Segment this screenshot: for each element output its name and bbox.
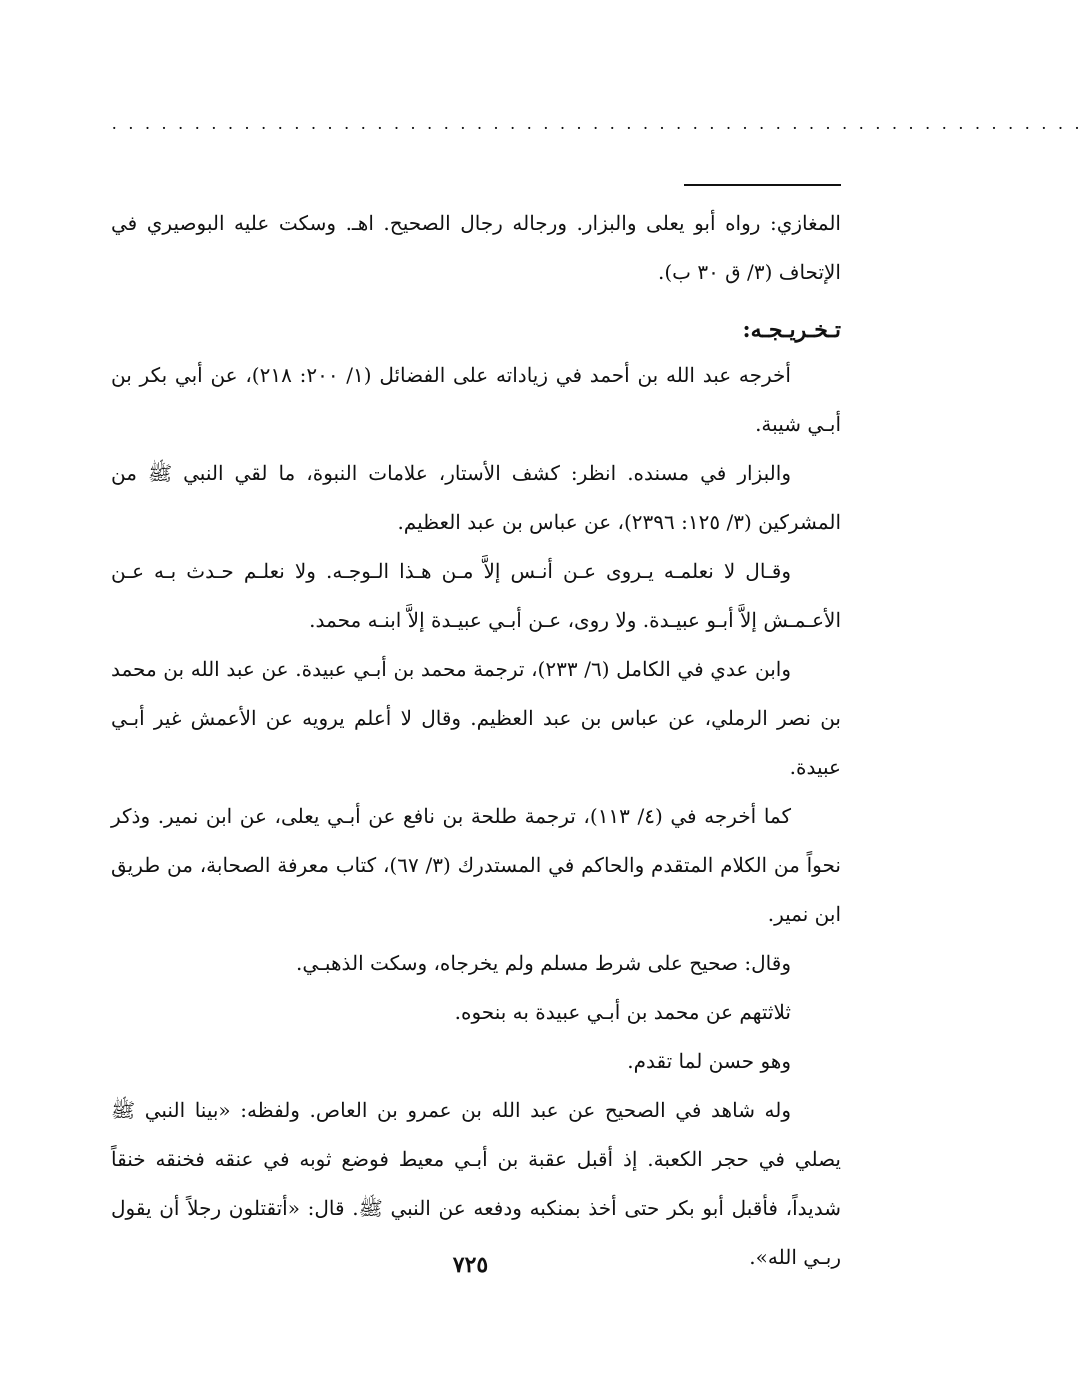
paragraph-6: وله شاهد في الصحيح عن عبد الله بن عمرو بن العاص. ولفظه: «بينا النبي ﷺ يصلي في حجر الكعبة. إذ أقبل عقبة بن أبـي معيط فوضع ثوبه في عنقه فخنقه خنقاً شديداً، فأقبل أبو بكر حتى أخذ بمنكبه ودفعه عن النبي ﷺ. قال: «أتقتلون رجلاً أن يقول ربـي الله». bbox=[111, 1098, 841, 1269]
page-number: ٧٢٥ bbox=[452, 1252, 489, 1278]
footnote-rule bbox=[684, 184, 841, 186]
section-heading: تـخـريـجـه: bbox=[742, 317, 841, 343]
paragraph-2: والبزار في مسنده. انظر: كشف الأستار، علامات النبوة، ما لقي النبي ﷺ من المشركين (٣/ ١٢٥: ٢٣٩٦)، عن عباس بن عبد العظيم. bbox=[111, 461, 841, 534]
line-2: ثلاثتهم عن محمد بن أبـي عبيدة به بنحوه. bbox=[454, 1000, 791, 1024]
section-heading-block bbox=[111, 306, 841, 355]
takhrij-body bbox=[111, 351, 841, 1282]
dotted-separator: ........................................................... bbox=[112, 113, 1091, 133]
footnote-continuation: المغازي: رواه أبو يعلى والبزار. ورجاله رجال الصحيح. اهـ. وسكت عليه البوصيري في الإتحاف (٣/ ق ٣٠ ب). bbox=[111, 211, 841, 284]
paragraph-1: أخرجه عبد الله بن أحمد في زياداته على الفضائل (١/ ٢٠٠: ٢١٨)، عن أبي بكر بن أبـي شيبة. bbox=[111, 363, 841, 436]
paragraph-5: كما أخرجه في (٤/ ١١٣)، ترجمة طلحة بن نافع عن أبـي يعلى، عن ابن نمير. وذكر نحواً من الكلام المتقدم والحاكم في المستدرك (٣/ ٦٧)، كتاب معرفة الصحابة، من طريق ابن نمير. bbox=[111, 804, 841, 926]
line-1: وقال: صحيح على شرط مسلم ولم يخرجاه، وسكت الذهبـي. bbox=[296, 951, 791, 975]
footnote-block bbox=[111, 199, 841, 297]
line-3: وهو حسن لما تقدم. bbox=[627, 1049, 791, 1073]
paragraph-4: وابن عدي في الكامل (٦/ ٢٣٣)، ترجمة محمد بن أبـي عبيدة. عن عبد الله بن محمد بن نصر الرملي، عن عباس بن عبد العظيم. وقال لا أعلم يرويه عن الأعمش غير أبـي عبيدة. bbox=[111, 657, 841, 779]
paragraph-3: وقـال لا نعلمـه يـروى عـن أنـس إلاَّ مـن هـذا الـوجـه. ولا نعلـم حـدث بـه عـن الأعـمـش إلاَّ أبـو عبيـدة. ولا روى، عـن أبـي عبيـدة إلاَّ ابنـه محمد. bbox=[111, 559, 841, 632]
